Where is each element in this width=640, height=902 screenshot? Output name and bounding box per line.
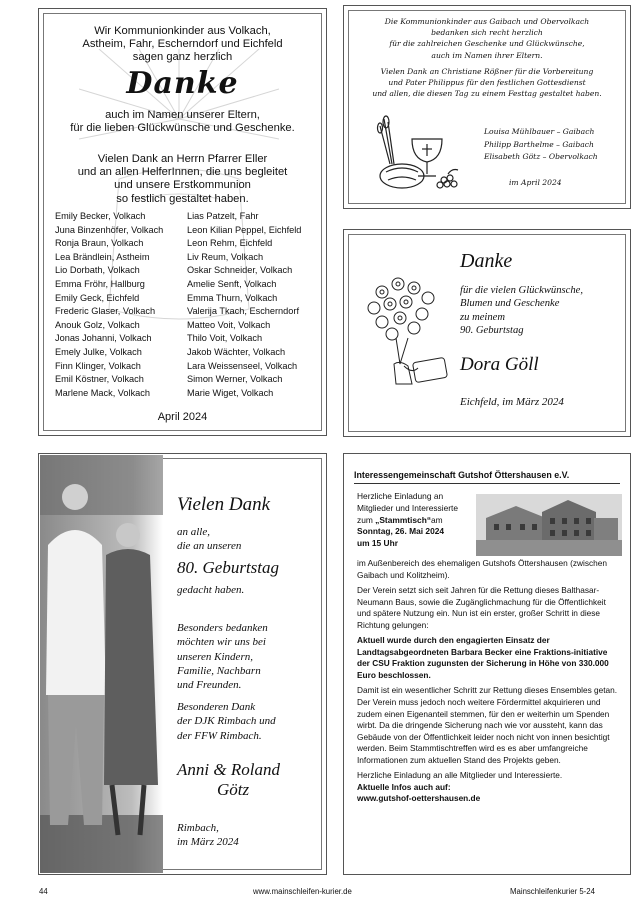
- date-text: April 2024: [157, 411, 208, 423]
- text-line: für die vielen Glückwünsche,: [460, 285, 583, 296]
- thanks-text: [352, 16, 622, 99]
- text-line: bedanken sich recht herzlich: [431, 28, 543, 38]
- text-line: [357, 515, 458, 527]
- text-line: an alle,: [177, 526, 210, 538]
- signature-line: Philipp Barthelme – Gaibach: [484, 139, 594, 149]
- danke-heading: Danke: [126, 66, 239, 101]
- intro-line: Astheim, Fahr, Escherndorf und Eichfeld: [82, 38, 283, 51]
- text-line: unseren Kindern,: [177, 650, 253, 663]
- thanks-heading: Vielen Dank: [177, 494, 271, 515]
- text-line: für die lieben Glückwünsche und Geschenke.: [70, 122, 295, 135]
- text-block: [177, 621, 268, 692]
- header-divider: [354, 483, 620, 484]
- footer-website[interactable]: www.mainschleifen-kurier.de: [253, 887, 352, 896]
- couple-names: [177, 760, 280, 800]
- name-entry: Amelie Senft, Volkach: [187, 278, 277, 289]
- text-line: und Freunden.: [177, 679, 242, 692]
- website-link[interactable]: www.gutshof-oettershausen.de: [357, 793, 481, 804]
- name-entry: Leon Kilian Peppel, Eichfeld: [187, 224, 302, 235]
- name-entry: Matteo Voit, Volkach: [187, 319, 271, 330]
- paragraph: Damit ist ein wesentlicher Schritt zur Rettung dieses Ensembles getan. Der Verein muss jedoch noch weitere Fördermittel akquirieren und zudem einen Eigenanteil stemmen, für den er weiterhin um Spenden wirbt. Da die dringende Sicherung nach wie vor aussteht, kann das Gebäude von der Öffentlichkeit leider noch nicht von innen besichtigt werden. Beim Stammtischtreffen wird es es aber umfangreiche Informationen zum aktuellen Stand des Projekts geben.: [357, 685, 618, 765]
- name-entry: Jakob Wächter, Volkach: [187, 346, 286, 357]
- text-line: möchten wir uns bei: [177, 636, 266, 649]
- invitation-text: [357, 491, 458, 550]
- name-entry: Anouk Golz, Volkach: [55, 319, 140, 330]
- text-line: Herzliche Einladung an: [357, 491, 444, 501]
- date-text: im April 2024: [509, 178, 562, 187]
- name-entry: Finn Klinger, Volkach: [55, 360, 141, 371]
- paragraph-bold: [357, 782, 620, 794]
- name-entry: Emely Julke, Volkach: [55, 346, 142, 357]
- name-entry: Emma Fröhr, Hallburg: [55, 278, 145, 289]
- paragraph-bold: [357, 635, 620, 681]
- association-header: Interessengemeinschaft Gutshof Öttershausen e.V.: [354, 470, 570, 480]
- text-line: Vielen Dank an Christiane Rößner für die Vorbereitung: [380, 66, 594, 76]
- event-date: [357, 526, 458, 538]
- birthday-heading: 80. Geburtstag: [177, 558, 279, 577]
- text-block: [177, 526, 241, 553]
- signatures: [484, 126, 598, 164]
- surname-line: Götz: [217, 780, 250, 799]
- issue-label: Mainschleifenkurier 5-24: [510, 887, 595, 896]
- signature-line: Elisabeth Götz – Obervolkach: [484, 152, 598, 162]
- geburtstag-goetz-ad: [38, 453, 327, 875]
- signature-line: Louisa Mühlbauer – Gaibach: [484, 127, 595, 136]
- intro-line: Wir Kommunionkinder aus Volkach,: [94, 25, 271, 37]
- geburtstag-goell-ad: [343, 229, 631, 437]
- intro-text: [47, 25, 318, 65]
- name-entry: Oskar Schneider, Volkach: [187, 265, 293, 276]
- text-line: Familie, Nachbarn: [177, 664, 261, 677]
- paragraph: im Außenbereich des ehemaligen Gutshofs Öttershausen (zwischen Gaibach und Kolitzheim).: [357, 558, 607, 580]
- event-name: „Stammtisch“: [375, 514, 432, 525]
- text-line: für die zahlreichen Geschenke und Glückwünsche,: [389, 39, 585, 49]
- bold-text: Aktuelle Infos auch auf:: [357, 781, 451, 792]
- place-date-text: [177, 822, 239, 849]
- name-entry: Emma Thurn, Volkach: [187, 292, 278, 303]
- name-entry: Emily Geck, Eichfeld: [55, 292, 140, 303]
- thanks-text: [460, 284, 583, 338]
- name-entry: Liv Reum, Volkach: [187, 251, 264, 262]
- event-time: [357, 538, 458, 550]
- gutshof-building-photo: [476, 494, 622, 556]
- page-number: 44: [39, 887, 48, 896]
- paragraph-bold[interactable]: [357, 793, 620, 805]
- place-date-text: Eichfeld, im März 2024: [460, 396, 564, 408]
- name-entry: Emil Köstner, Volkach: [55, 374, 144, 385]
- name-entry: Jonas Johanni, Volkach: [55, 333, 152, 344]
- name-entry: Leon Rehm, Eichfeld: [187, 238, 273, 249]
- text-line: und allen, die diesen Tag zu einem Festtag gestaltet haben.: [372, 89, 602, 99]
- name-entry: Marlene Mack, Volkach: [55, 387, 150, 398]
- text-line: der DJK Rimbach und: [177, 715, 276, 728]
- text-line: auch im Namen unserer Eltern,: [105, 109, 260, 121]
- article-body: [357, 558, 620, 805]
- text-line: und unsere Erstkommunion: [114, 179, 251, 192]
- name-entry: Ronja Braun, Volkach: [55, 238, 144, 249]
- text-line: auch im Namen ihrer Eltern.: [431, 50, 543, 60]
- name-entry: Lio Dorbath, Volkach: [55, 265, 140, 276]
- gutshof-stammtisch-ad: [343, 453, 631, 875]
- name-entry: Juna Binzenhöfer, Volkach: [55, 224, 164, 235]
- names-line: Anni & Roland: [177, 760, 280, 779]
- name-entry: Marie Wiget, Volkach: [187, 387, 274, 398]
- text-line: 90. Geburtstag: [460, 325, 524, 337]
- text-line: Die Kommunionkinder aus Gaibach und Obervolkach: [384, 17, 590, 26]
- name-entry: Frederic Glaser, Volkach: [55, 306, 156, 317]
- name-entry: Simon Werner, Volkach: [187, 374, 283, 385]
- text-line: Rimbach,: [177, 822, 219, 834]
- event-time-text: um 15 Uhr: [357, 538, 398, 549]
- intro-line: sagen ganz herzlich: [132, 51, 233, 64]
- thanks-text: [47, 109, 318, 135]
- text-line: Besonders bedanken: [177, 622, 268, 634]
- chalice-bread-illustration: [374, 114, 474, 194]
- paragraph: Der Verein setzt sich seit Jahren für die Rettung dieses Balthasar-Neumann Baus, sowie die Zugänglichmachung für die Öffentlichkeit und spätere Nutzung ein. Nun ist ein erster, großer Schritt in diese Richtung gelungen:: [357, 585, 606, 630]
- bold-text: Aktuell wurde durch den engagierten Einsatz der Landtagsabgeordneten Barbara Becker eine Fraktions-initiative der CSU Fraktion zugunsten der Sicherung in Höhe von 330.000 Euro beschlossen.: [357, 635, 609, 680]
- pfarrer-thanks-text: [47, 153, 318, 206]
- name-entry: Valerija Tkach, Escherndorf: [187, 306, 300, 317]
- text-line: Blumen und Geschenke: [460, 298, 560, 310]
- kommunion-gaibach-ad: [343, 5, 631, 209]
- text-line: zu meinem: [460, 311, 506, 323]
- person-name: Dora Göll: [460, 354, 539, 375]
- text-line: und an allen HelferInnen, die uns begleitet: [77, 166, 288, 179]
- text-line: Mitglieder und Interessierte: [357, 502, 459, 513]
- text-line: gedacht haben.: [177, 584, 245, 596]
- names-list-left: [55, 210, 163, 400]
- name-entry: Thilo Voit, Volkach: [187, 333, 263, 344]
- text-line: und Pater Philippus für den festlichen Gottesdienst: [388, 78, 586, 88]
- text-line: so festlich gestaltet haben.: [116, 192, 249, 205]
- text-line: im März 2024: [177, 835, 239, 848]
- name-entry: Emily Becker, Volkach: [55, 211, 146, 221]
- text-block: [177, 700, 276, 743]
- text-line: Besonderen Dank: [177, 701, 256, 713]
- event-date-text: Sonntag, 26. Mai 2024: [357, 526, 445, 537]
- couple-photo: [40, 455, 163, 873]
- text-span: am: [431, 514, 443, 525]
- text-line: Vielen Dank an Herrn Pfarrer Eller: [97, 153, 268, 165]
- paragraph: Herzliche Einladung an alle Mitglieder und Interessierte.: [357, 770, 563, 781]
- kommunion-volkach-ad: [38, 8, 327, 436]
- names-list-right: [187, 210, 301, 400]
- text-span: zum: [357, 514, 376, 525]
- flower-bouquet-illustration: [360, 274, 452, 394]
- danke-heading: Danke: [460, 250, 513, 272]
- text-line: der FFW Rimbach.: [177, 729, 262, 742]
- text-line: die an unseren: [177, 539, 242, 552]
- name-entry: Lara Weissenseel, Volkach: [187, 360, 298, 371]
- name-entry: Lea Brändlein, Astheim: [55, 251, 150, 262]
- name-entry: Lias Patzelt, Fahr: [187, 211, 259, 221]
